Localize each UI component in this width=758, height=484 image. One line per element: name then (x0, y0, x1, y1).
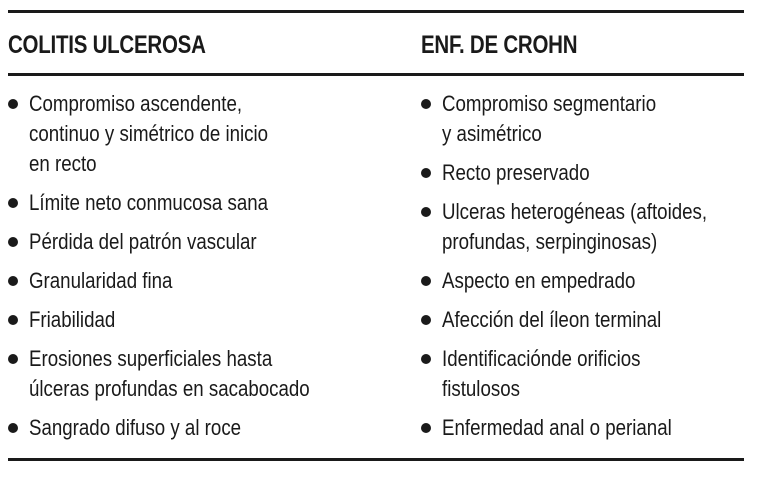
list-item: Pérdida del patrón vascular (8, 227, 408, 257)
list-item: Granularidad fina (8, 266, 408, 296)
colitis-ulcerosa-list (8, 89, 408, 452)
bullet-icon (421, 168, 431, 178)
list-item: Sangrado difuso y al roce (8, 413, 408, 443)
bullet-icon (8, 99, 18, 109)
bullet-icon (421, 315, 431, 325)
list-item: Aspecto en empedrado (421, 266, 751, 296)
list-item: Recto preservado (421, 158, 751, 188)
list-item: Enfermedad anal o perianal (421, 413, 751, 443)
bullet-icon (8, 315, 18, 325)
bullet-icon (8, 276, 18, 286)
list-item: Afección del íleon terminal (421, 305, 751, 335)
list-item: Erosiones superficiales hasta úlceras profundas en sacabocado (8, 344, 408, 404)
bottom-rule (8, 458, 744, 461)
bullet-icon (8, 198, 18, 208)
list-item: Identificaciónde orificios fistulosos (421, 344, 751, 404)
list-item: Compromiso segmentario y asimétrico (421, 89, 751, 149)
list-item: Límite neto conmucosa sana (8, 188, 408, 218)
bullet-icon (8, 237, 18, 247)
bullet-icon (8, 354, 18, 364)
header-enf-de-crohn: ENF. DE CROHN (421, 31, 578, 59)
bullet-icon (421, 423, 431, 433)
list-item: Compromiso ascendente, continuo y simétrico de inicio en recto (8, 89, 408, 179)
table-header (8, 13, 744, 73)
list-item: Ulceras heterogéneas (aftoides, profundas, serpinginosas) (421, 197, 751, 257)
comparison-table (8, 10, 744, 461)
list-item: Friabilidad (8, 305, 408, 335)
enf-de-crohn-list (421, 89, 751, 452)
bullet-icon (421, 207, 431, 217)
bullet-icon (421, 276, 431, 286)
bullet-icon (8, 423, 18, 433)
table-body (8, 76, 744, 458)
bullet-icon (421, 354, 431, 364)
header-colitis-ulcerosa: COLITIS ULCEROSA (8, 31, 206, 59)
bullet-icon (421, 99, 431, 109)
